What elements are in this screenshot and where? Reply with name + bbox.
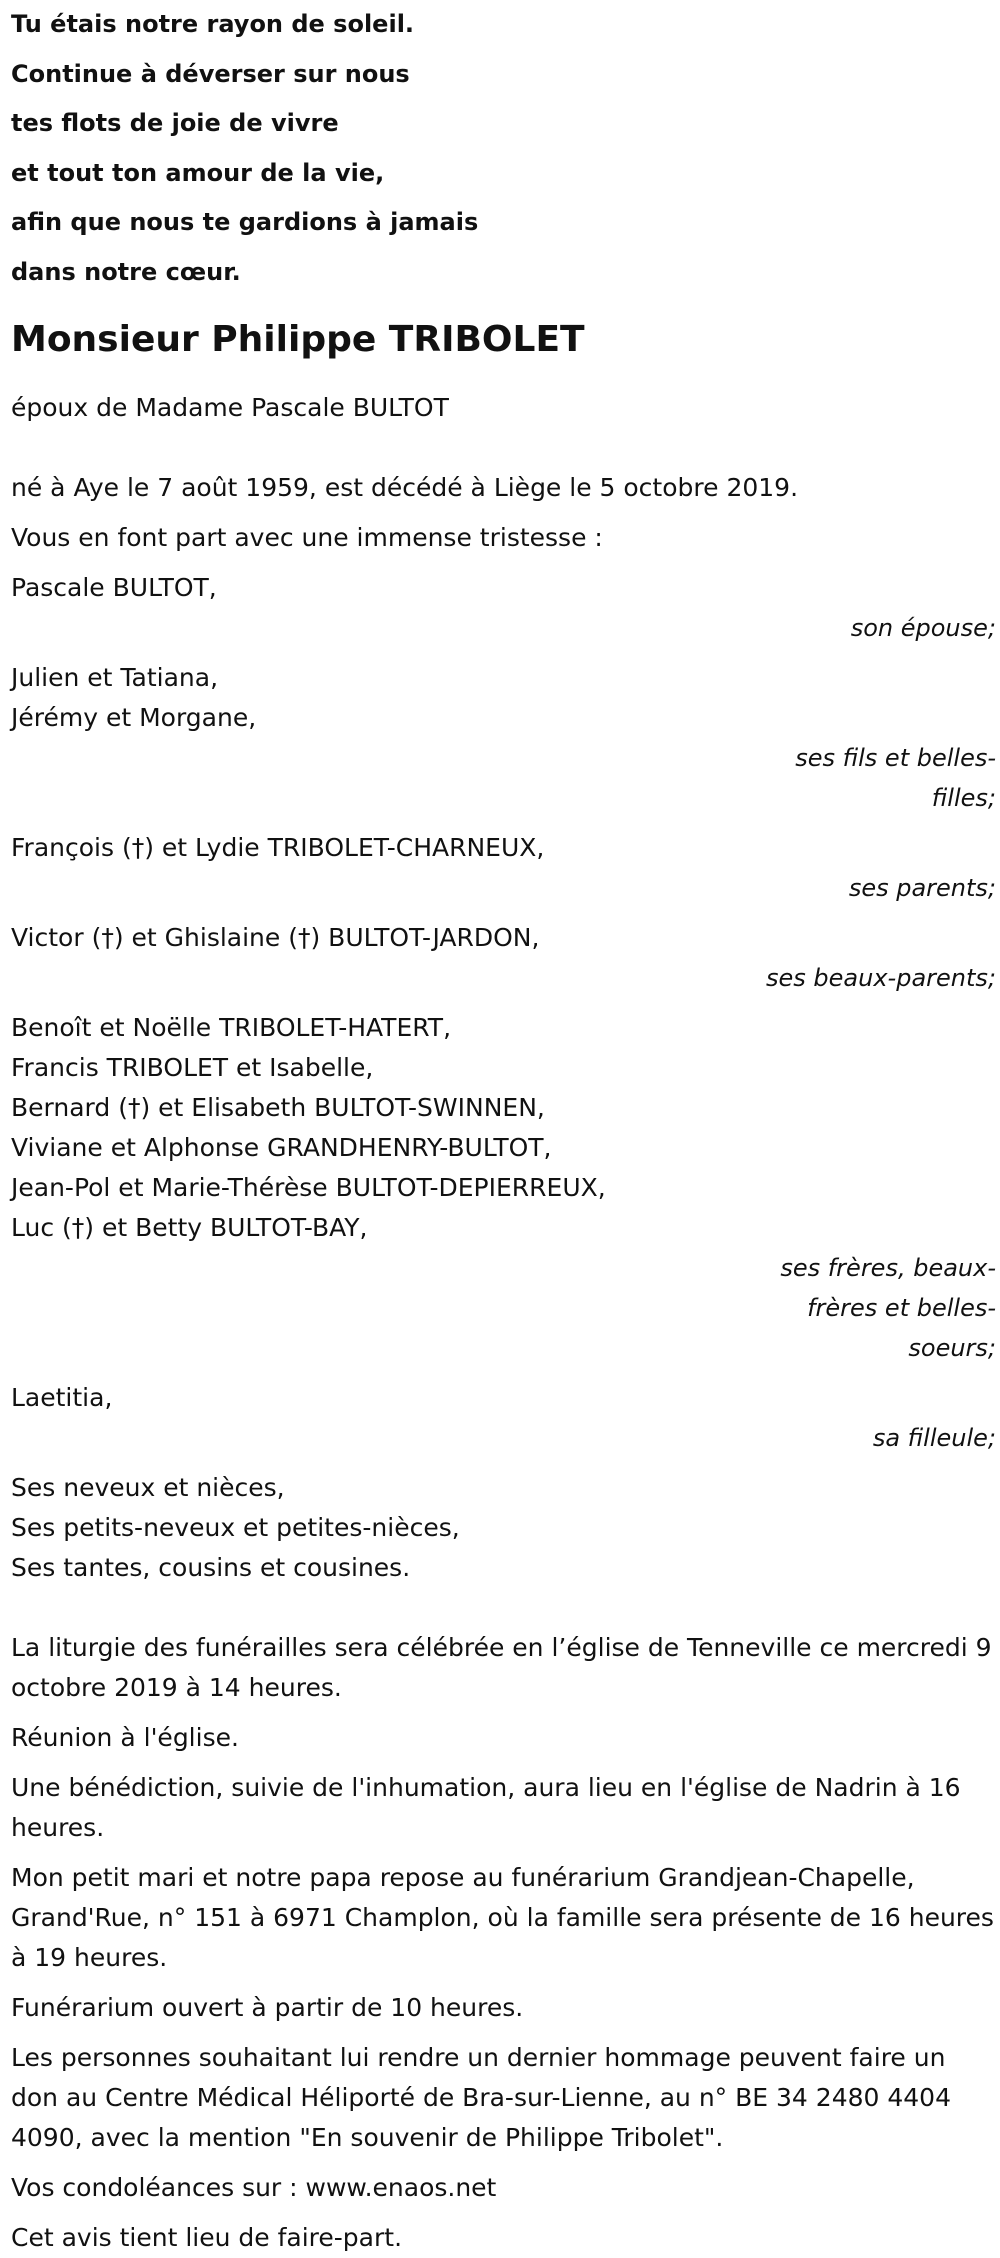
family-member: Benoît et Noëlle TRIBOLET-HATERT,	[11, 1013, 452, 1042]
funeral-home-paragraph: Mon petit mari et notre papa repose au funérarium Grandjean-Chapelle, Grand'Rue, n° 151 à 6971 Champlon, où la famille sera présente de 16 heures à 19 heures.	[11, 1863, 994, 1972]
family-member: Victor (†) et Ghislaine (†) BULTOT-JARDON,	[11, 923, 540, 952]
condolences-paragraph: Vos condoléances sur : www.enaos.net	[11, 2173, 497, 2202]
spouse-line: époux de Madame Pascale BULTOT	[11, 393, 449, 422]
family-relation: ses beaux-parents;	[766, 964, 996, 992]
donation-paragraph: Les personnes souhaitant lui rendre un dernier hommage peuvent faire un don au Centre Médical Héliporté de Bra-sur-Lienne, au n° BE 34 2480 4404 4090, avec la mention "En souvenir de Philippe Tribolet".	[11, 2043, 951, 2152]
family-relation: sa filleule;	[872, 1424, 996, 1452]
poem-line: afin que nous te gardions à jamais	[11, 208, 479, 236]
extended-family	[11, 1468, 996, 1588]
family-group	[11, 1378, 996, 1458]
obituary-column	[11, 0, 996, 2258]
family-member: Luc (†) et Betty BULTOT-BAY,	[11, 1213, 368, 1242]
family-member: François (†) et Lydie TRIBOLET-CHARNEUX,	[11, 833, 545, 862]
poem	[11, 0, 996, 297]
funeral-liturgy-paragraph: La liturgie des funérailles sera célébrée en l’église de Tenneville ce mercredi 9 octobre 2019 à 14 heures.	[11, 1633, 992, 1702]
meeting-paragraph: Réunion à l'église.	[11, 1723, 239, 1752]
family-member: Bernard (†) et Elisabeth BULTOT-SWINNEN,	[11, 1093, 545, 1122]
burial-paragraph: Une bénédiction, suivie de l'inhumation, aura lieu en l'église de Nadrin à 16 heures.	[11, 1773, 961, 1842]
family-member: Laetitia,	[11, 1383, 113, 1412]
poem-line: Continue à déverser sur nous	[11, 59, 410, 88]
extended-family-line: Ses tantes, cousins et cousines.	[11, 1553, 411, 1582]
poem-line: tes flots de joie de vivre	[11, 109, 339, 137]
notice-paragraph: Cet avis tient lieu de faire-part.	[11, 2223, 403, 2252]
family-relation: ses frères, beaux-frères et belles-soeurs;	[780, 1254, 996, 1362]
family-member: Julien et Tatiana,	[11, 663, 219, 692]
family-relation: ses fils et belles-filles;	[795, 744, 996, 812]
family-group	[11, 568, 996, 648]
opening-hours-paragraph: Funérarium ouvert à partir de 10 heures.	[11, 1993, 524, 2022]
extended-family-line: Ses neveux et nièces,	[11, 1473, 285, 1502]
family-relation: son épouse;	[850, 614, 996, 642]
family-group	[11, 918, 996, 998]
extended-family-line: Ses petits-neveux et petites-nièces,	[11, 1513, 460, 1542]
family-member: Viviane et Alphonse GRANDHENRY-BULTOT,	[11, 1133, 552, 1162]
family-group	[11, 658, 996, 818]
poem-line: Tu étais notre rayon de soleil.	[11, 10, 415, 38]
family-member: Francis TRIBOLET et Isabelle,	[11, 1053, 374, 1082]
birth-death-line: né à Aye le 7 août 1959, est décédé à Liège le 5 octobre 2019.	[11, 473, 799, 502]
family-relation: ses parents;	[848, 874, 996, 902]
family-group	[11, 828, 996, 908]
poem-line: dans notre cœur.	[11, 257, 241, 286]
family-group	[11, 1008, 996, 1368]
family-member: Jean-Pol et Marie-Thérèse BULTOT-DEPIERREUX,	[11, 1173, 606, 1202]
family-member: Jérémy et Morgane,	[11, 703, 257, 732]
deceased-name: Monsieur Philippe TRIBOLET	[11, 319, 585, 360]
intro-line: Vous en font part avec une immense tristesse :	[11, 523, 603, 552]
family-member: Pascale BULTOT,	[11, 573, 217, 602]
poem-line: et tout ton amour de la vie,	[11, 158, 385, 187]
